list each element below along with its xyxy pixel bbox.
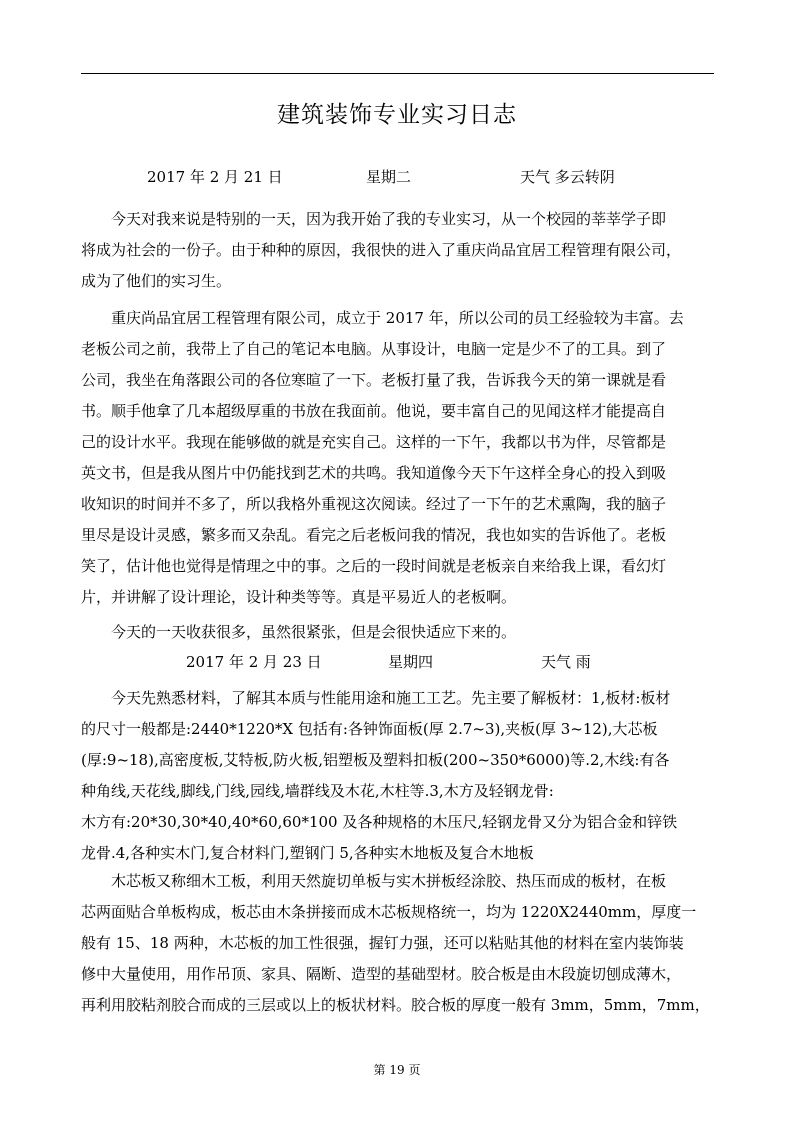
text-line: 片，并讲解了设计理论，设计种类等等。真是平易近人的老板啊。 [81, 588, 517, 606]
text-line: 英文书，但是我从图片中仍能找到艺术的共鸣。我知道像今天下午这样全身心的投入到吸 [81, 464, 667, 482]
text-line: 木方有:20*30,30*40,40*60,60*100 及各种规格的木压尺,轻钢龙骨又分为铝合金和锌铁 [81, 813, 678, 831]
entry-date: 2017 年 2 月 23 日 [186, 653, 322, 671]
entry-date: 2017 年 2 月 21 日 [147, 168, 283, 186]
paragraph [81, 683, 714, 869]
text-line: 木芯板又称细木工板，利用天然旋切单板与实木拼板经涂胶、热压而成的板材，在板 [81, 872, 667, 890]
text-line: 芯两面贴合单板构成，板芯由木条拼接而成木芯板规格统一，均为 1220X2440mm，厚度一 [81, 903, 697, 921]
text-line: 公司，我坐在角落跟公司的各位寒暄了一下。老板打量了我，告诉我今天的第一课就是看 [81, 371, 667, 389]
text-line: 今天先熟悉材料，了解其本质与性能用途和施工工艺。先主要了解板材：1,板材:板材 [81, 689, 671, 707]
text-line: 己的设计水平。我现在能够做的就是充实自己。这样的一下午，我都以书为伴，尽管都是 [81, 433, 667, 451]
text-line: 笑了，估计他也觉得是情理之中的事。之后的一段时间就是老板亲自来给我上课，看幻灯 [81, 557, 667, 575]
page-number: 第 19 页 [373, 1063, 421, 1077]
text-line: 修中大量使用，用作吊顶、家具、隔断、造型的基础型材。胶合板是由木段旋切刨成薄木， [81, 965, 682, 983]
entry-weather: 天气 多云转阴 [520, 168, 615, 186]
paragraph [81, 866, 714, 1021]
text-line: 今天的一天收获很多，虽然很紧张，但是会很快适应下来的。 [81, 623, 517, 641]
entry-header [0, 166, 794, 188]
text-line: 龙骨.4,各种实木门,复合材料门,塑钢门 5,各种实木地板及复合木地板 [81, 844, 534, 862]
text-line: 收知识的时间并不多了，所以我格外重视这次阅读。经过了一下午的艺术熏陶，我的脑子 [81, 495, 667, 513]
text-line: (厚:9~18),高密度板,艾特板,防火板,铝塑板及塑料扣板(200~350*6000)等.2,木线:有各 [81, 751, 670, 769]
text-line: 种角线,天花线,脚线,门线,园线,墙群线及木花,木柱等.3,木方及轻钢龙骨: [81, 782, 554, 800]
header-rule [81, 73, 714, 74]
text-line: 再利用胶粘剂胶合而成的三层或以上的板状材料。胶合板的厚度一般有 3mm，5mm，7mm， [81, 996, 710, 1014]
entry-header [0, 651, 794, 673]
text-line: 老板公司之前，我带上了自己的笔记本电脑。从事设计，电脑一定是少不了的工具。到了 [81, 340, 667, 358]
text-line: 重庆尚品宜居工程管理有限公司，成立于 2017 年，所以公司的员工经验较为丰富。去 [81, 309, 684, 327]
text-line: 今天对我来说是特别的一天，因为我开始了我的专业实习，从一个校园的莘莘学子即 [81, 210, 667, 228]
entry-weekday: 星期二 [366, 168, 412, 186]
entry-weekday: 星期四 [388, 653, 434, 671]
text-line: 的尺寸一般都是:2440*1220*X 包括有:各钟饰面板(厚 2.7~3),夹板(厚 3~12),大芯板 [81, 720, 658, 738]
entry-weather: 天气 雨 [541, 653, 591, 671]
paragraph [81, 617, 714, 648]
text-line: 里尽是设计灵感，繁多而又杂乱。看完之后老板问我的情况，我也如实的告诉他了。老板 [81, 526, 667, 544]
text-line: 般有 15、18 两种，木芯板的加工性很强，握钉力强，还可以粘贴其他的材料在室内装饰装 [81, 934, 684, 952]
paragraph [81, 204, 714, 297]
text-line: 将成为社会的一份子。由于种种的原因，我很快的进入了重庆尚品宜居工程管理有限公司， [81, 241, 682, 259]
document-title: 建筑装饰专业实习日志 [277, 102, 517, 128]
text-line: 成为了他们的实习生。 [81, 272, 232, 290]
paragraph [81, 303, 714, 613]
text-line: 书。顺手他拿了几本超级厚重的书放在我面前。他说，要丰富自己的见闻这样才能提高自 [81, 402, 667, 420]
